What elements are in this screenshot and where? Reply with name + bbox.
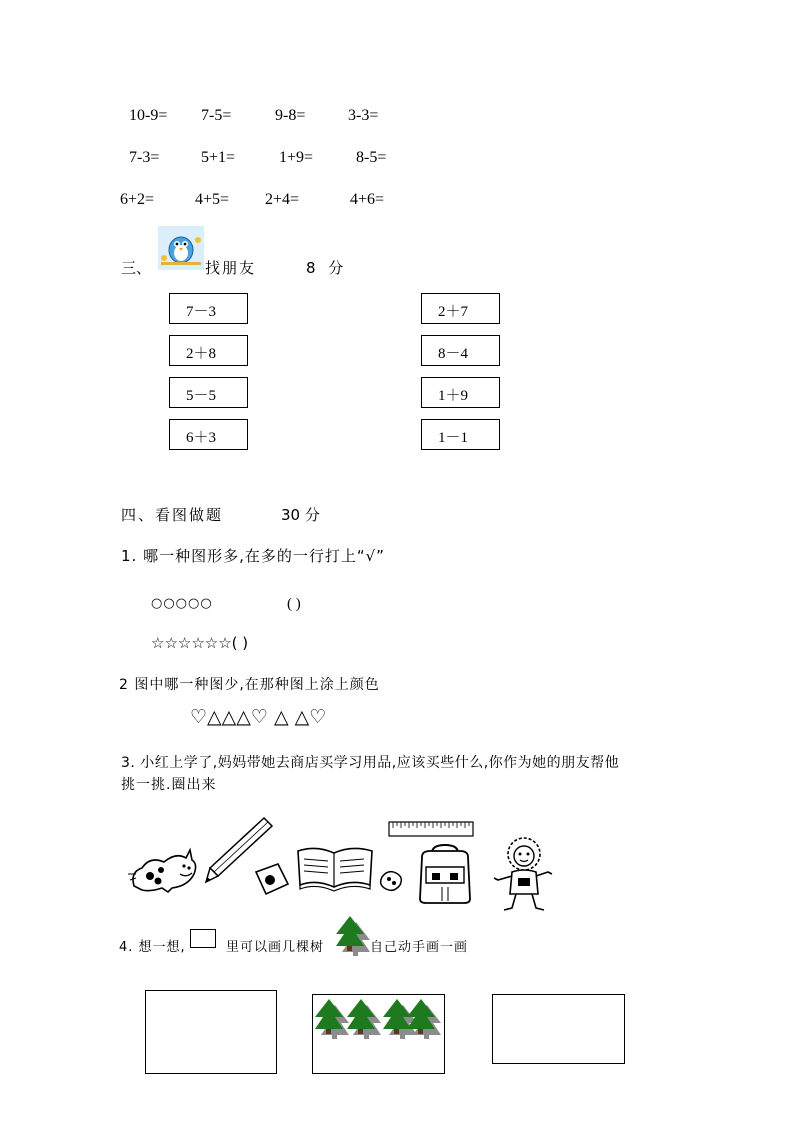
drawing-box-trees: [312, 994, 445, 1074]
tree-icon: [336, 916, 372, 956]
match-box-right[interactable]: 8－4: [421, 335, 500, 366]
q1-text: 1. 哪一种图形多,在多的一行打上“√”: [121, 547, 385, 565]
section3-title: 找朋友: [205, 259, 257, 277]
child-figure-icon[interactable]: [492, 836, 554, 914]
problem: 4+6=: [350, 191, 385, 208]
match-box-right[interactable]: 1＋9: [421, 377, 500, 408]
section3-prefix: 三、: [121, 259, 152, 277]
match-box-right[interactable]: 2＋7: [421, 293, 500, 324]
section4-title: 四、看图做题: [121, 506, 224, 524]
match-box-left[interactable]: 2＋8: [169, 335, 248, 366]
match-box-left[interactable]: 6＋3: [169, 419, 248, 450]
cat-toy-icon[interactable]: [128, 846, 200, 894]
problem: 9-8=: [275, 107, 306, 124]
problem: 7-5=: [201, 107, 232, 124]
q2-text: 2 图中哪一种图少,在那种图上涂上颜色: [119, 677, 380, 693]
shapes-row[interactable]: ♡△△△♡ △ △♡: [190, 706, 327, 728]
match-box-left[interactable]: 7－3: [169, 293, 248, 324]
tree-icon: [347, 999, 383, 1039]
circles-answer-paren[interactable]: ( ): [287, 596, 301, 612]
problem: 2+4=: [265, 191, 300, 208]
small-square-icon: [190, 929, 216, 948]
book-icon[interactable]: [296, 845, 374, 891]
stars-row[interactable]: ☆☆☆☆☆☆( ): [151, 634, 249, 652]
match-box-right[interactable]: 1－1: [421, 419, 500, 450]
q3-line2: 挑一挑.圈出来: [121, 777, 217, 793]
sharpener-icon[interactable]: [252, 862, 290, 896]
problem: 5+1=: [201, 149, 236, 166]
tree-icon: [407, 999, 443, 1039]
circles-row: ○○○○○: [151, 596, 213, 611]
q4-text-c: 自己动手画一画: [370, 940, 469, 955]
problem: 10-9=: [129, 107, 168, 124]
problem: 8-5=: [356, 149, 387, 166]
schoolbag-icon[interactable]: [416, 843, 474, 905]
problem: 7-3=: [129, 149, 160, 166]
q4-text-a: 4. 想一想,: [119, 940, 186, 955]
match-box-left[interactable]: 5－5: [169, 377, 248, 408]
drawing-box-empty-left[interactable]: [145, 990, 277, 1074]
drawing-box-empty-right[interactable]: [492, 994, 625, 1064]
bird-icon: [158, 226, 204, 270]
problem: 4+5=: [195, 191, 230, 208]
section4-score: 30 分: [281, 506, 320, 524]
section3-score: 8 分: [306, 259, 348, 277]
q4-text-b: 里可以画几棵树: [226, 940, 325, 955]
eraser-icon[interactable]: [378, 869, 404, 893]
problem: 1+9=: [279, 149, 314, 166]
problem: 6+2=: [120, 191, 155, 208]
q3-line1: 3. 小红上学了,妈妈带她去商店买学习用品,应该买些什么,你作为她的朋友帮他: [121, 755, 620, 771]
problem: 3-3=: [348, 107, 379, 124]
ruler-icon[interactable]: [388, 821, 474, 837]
tree-icon: [315, 999, 351, 1039]
